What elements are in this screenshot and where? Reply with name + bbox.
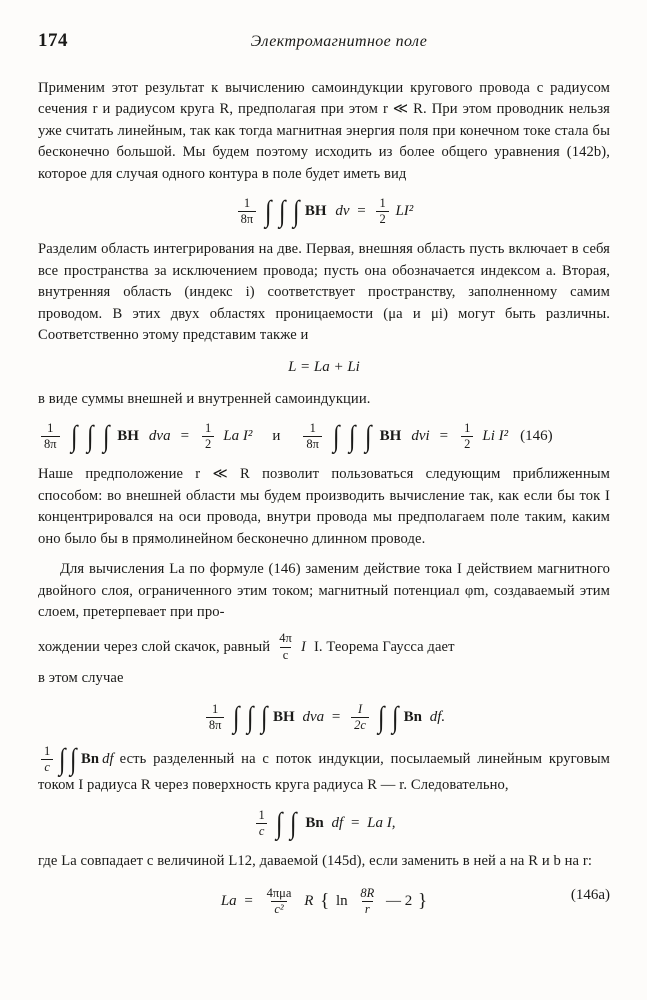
equation-146-number: (146) — [520, 428, 553, 445]
equation-146-left-rhs: La I² — [223, 428, 253, 445]
equation-146a-number: (146a) — [570, 886, 610, 903]
equation-LaI-bn: Bn — [305, 815, 324, 832]
equation-146-left-half: $\frac{1}{2}$ — [202, 422, 214, 451]
equation-146-right-dv: dvi — [411, 428, 430, 445]
equation-1-integrand: BH — [304, 203, 327, 220]
equation-146a-equals: = — [244, 892, 253, 909]
equation-146-right-half: $\frac{1}{2}$ — [461, 422, 473, 451]
equation-gauss-coefficient: $\frac{1}{8\pi}$ — [206, 703, 225, 732]
flux-bn: Bn — [81, 751, 100, 768]
equation-146-left-dv: dva — [148, 428, 171, 445]
equation-gauss-equals: = — [331, 709, 341, 726]
paragraph-3: в виде суммы внешней и внутренней самоиндукции. — [38, 390, 371, 407]
equation-LaI — [38, 806, 610, 840]
equation-146a-fraction: $\frac{\text{4πμa}}{\text{c²}}$ — [266, 885, 292, 916]
integral-sign: ∫ — [377, 700, 385, 734]
equation-gauss — [38, 700, 610, 734]
equation-gauss-rhs-fraction: $\frac{I}{2c}$ — [351, 703, 369, 732]
paragraph-5b-post: I. Теорема Гаусса дает — [313, 638, 455, 655]
paragraph-5a: Для вычисления La по формуле (146) заменим действие тока I действием магнитного двойного слоя, ограниченного этим током; магнитный потенциал φm, создаваемый этим слоем, претерпевает при про- — [38, 561, 610, 620]
equation-gauss-integrand: BH — [273, 709, 295, 726]
paragraph-5b — [38, 632, 610, 661]
equation-1 — [38, 194, 610, 228]
equation-146a-ln: ln — [335, 892, 348, 909]
paragraph-1: Применим этот результат к вычислению самоиндукции кругового провода с радиусом сечения r и радиусом круга R, предполагая при этом r ≪ R. При этом проводник нельзя уже считать линейным, так как тогда магнитная энергия поля при конечном токе стала бы бесконечно большой. Мы будем поэтому исходить из более общего уравнения (142b), которое для случая одного контура в поле будет иметь вид — [38, 80, 610, 182]
equation-gauss-bn: Bn — [403, 709, 422, 726]
paragraph-4: Наше предположение r ≪ R позволит пользоваться следующим приближенным способом: во внешней области мы будем производить вычисление так, как если бы ток I концентрировался на оси провода, внутри провода мы предполагаем поле таким, каким оно было бы в прямолинейном бесконечно длинном проводе. — [38, 466, 610, 547]
equation-146 — [38, 419, 610, 453]
equation-LaI-df: df — [331, 815, 344, 832]
equation-146a-brace-close: } — [418, 890, 428, 912]
paragraph-6 — [38, 742, 610, 796]
integral-sign: ∫ — [292, 194, 300, 228]
equation-LaI-rhs: La I, — [367, 815, 396, 832]
integral-sign: ∫ — [276, 806, 283, 840]
jump-fraction: $\frac{4\pi}{c}$ — [279, 631, 292, 662]
equation-146a-minus: — 2 — [386, 892, 413, 909]
integral-sign: ∫ — [290, 806, 297, 840]
flux-fraction: $\frac{1}{c}$ — [41, 745, 53, 774]
integral-sign: ∫ — [70, 419, 77, 453]
equation-146-right-integrand: BH — [379, 428, 402, 445]
page-number: 174 — [38, 30, 68, 51]
equation-146a-lhs: La — [220, 892, 237, 909]
equation-146a-factor: R — [304, 892, 314, 909]
equation-1-half: $\frac{1}{2}$ — [376, 197, 388, 226]
equation-1-equals: = — [357, 203, 366, 220]
equation-146-right-rhs: Li I² — [482, 428, 509, 445]
integral-sign: ∫ — [365, 419, 372, 453]
paragraph-5b-pre: хождении через слой скачок, равный — [38, 638, 271, 655]
integral-sign: ∫ — [102, 419, 110, 453]
integral-sign: ∫ — [391, 700, 399, 734]
page-header — [38, 30, 610, 64]
equation-146-conjunction: и — [272, 428, 281, 445]
equation-L-expression: L = La + Li — [288, 358, 360, 375]
equation-LaI-equals: = — [350, 815, 360, 832]
flux-df: df — [102, 751, 114, 768]
integral-sign: ∫ — [332, 419, 340, 453]
equation-146-left-coefficient: $\frac{1}{8\pi}$ — [41, 422, 60, 451]
equation-1-dv: dv — [335, 203, 350, 220]
equation-146a-brace-open: { — [320, 890, 330, 912]
equation-gauss-dv: dva — [302, 709, 325, 726]
integral-sign: ∫ — [260, 700, 268, 734]
equation-146-right-equals: = — [439, 428, 449, 445]
equation-146a-inner-fraction: $\frac{8R}{r}$ — [360, 885, 375, 916]
equation-146-left-integrand: BH — [117, 428, 139, 445]
integral-sign: ∫ — [349, 419, 356, 453]
paragraph-5c: в этом случае — [38, 669, 124, 686]
equation-gauss-df: df. — [429, 709, 446, 726]
running-title: Электромагнитное поле — [250, 33, 428, 50]
equation-1-rhs: LI² — [395, 203, 414, 220]
equation-1-coefficient: $\frac{1}{8\pi}$ — [238, 197, 257, 226]
paragraph-7: где La совпадает с величиной L12, даваемой (145d), если заменить в ней a на R и b на r: — [38, 853, 592, 870]
equation-146-right-coefficient: $\frac{1}{8\pi}$ — [303, 422, 322, 451]
integral-sign: ∫ — [278, 194, 286, 228]
jump-current: I — [300, 638, 306, 655]
equation-146-left-equals: = — [180, 428, 190, 445]
integral-sign: ∫ — [264, 194, 272, 228]
equation-146a — [38, 887, 610, 916]
integral-sign: ∫ — [232, 700, 240, 734]
page-content — [38, 30, 610, 929]
equation-L — [38, 359, 610, 376]
integral-sign: ∫ — [59, 742, 66, 776]
integral-sign: ∫ — [86, 419, 94, 453]
equation-LaI-coefficient: $\frac{1}{c}$ — [255, 809, 267, 838]
paragraph-2: Разделим область интегрирования на две. Первая, внешняя область пусть включает в себя все пространства за исключением провода; пусть она обозначается индексом a. Вторая, внутренняя область (индекс i) соответствует пространству, заполненному самим проводом. В этих двух областях проницаемости (μa и μi) могут быть различны. Соответственно этому представим также и — [38, 241, 610, 344]
integral-sign: ∫ — [69, 742, 77, 776]
integral-sign: ∫ — [246, 700, 254, 734]
paragraph-6-text: есть разделенный на c поток индукции, посылаемый линейным круговым током I радиуса R через поверхность круга радиуса R — r. Следовательно, — [38, 751, 610, 793]
